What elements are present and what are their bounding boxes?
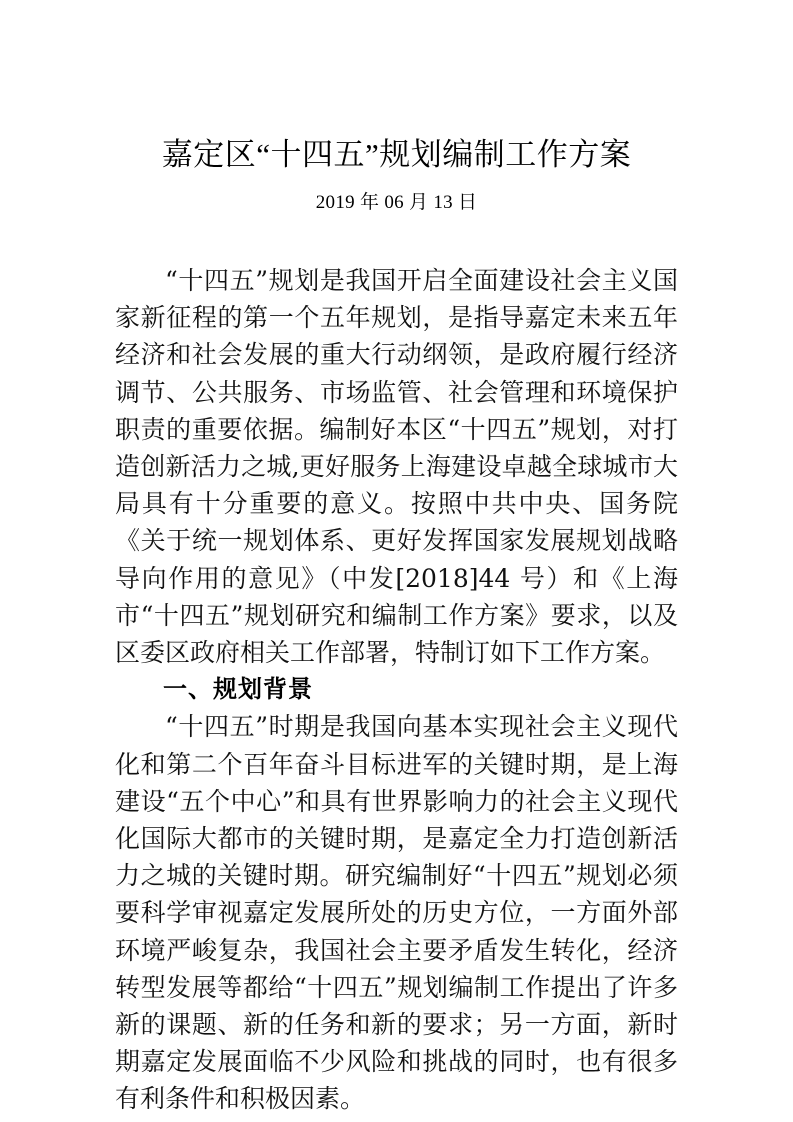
paragraph-intro: “十四五”规划是我国开启全面建设社会主义国家新征程的第一个五年规划，是指导嘉定未来五年经济和社会发展的重大行动纲领，是政府履行经济调节、公共服务、市场监管、社会管理和环境保护职责的重要依据。编制好本区“十四五”规划，对打造创新活力之城,更好服务上海建设卓越全球城市大局具有十分重要的意义。按照中共中央、国务院《关于统一规划体系、更好发挥国家发展规划战略导向作用的意见》（中发[2018]44 号）和《上海市“十四五”规划研究和编制工作方案》要求，以及区委区政府相关工作部署，特制订如下工作方案。 <box>115 266 678 668</box>
document-body <box>115 262 678 1118</box>
document-content <box>115 0 678 1118</box>
page-title: 嘉定区“十四五”规划编制工作方案 <box>161 137 632 172</box>
document-date: 2019 年 06 月 13 日 <box>315 192 478 213</box>
paragraph-section-one-body: “十四五”时期是我国向基本实现社会主义现代化和第二个百年奋斗目标进军的关键时期，是上海建设“五个中心”和具有世界影响力的社会主义现代化国际大都市的关键时期，是嘉定全力打造创新活力之城的关键时期。研究编制好“十四五”规划必须要科学审视嘉定发展所处的历史方位，一方面外部环境严峻复杂，我国社会主要矛盾发生转化，经济转型发展等都给“十四五”规划编制工作提出了许多新的课题、新的任务和新的要求；另一方面，新时期嘉定发展面临不少风险和挑战的同时，也有很多有利条件和积极因素。 <box>115 712 678 1114</box>
section-heading-planning-background: 一、规划背景 <box>163 675 313 704</box>
